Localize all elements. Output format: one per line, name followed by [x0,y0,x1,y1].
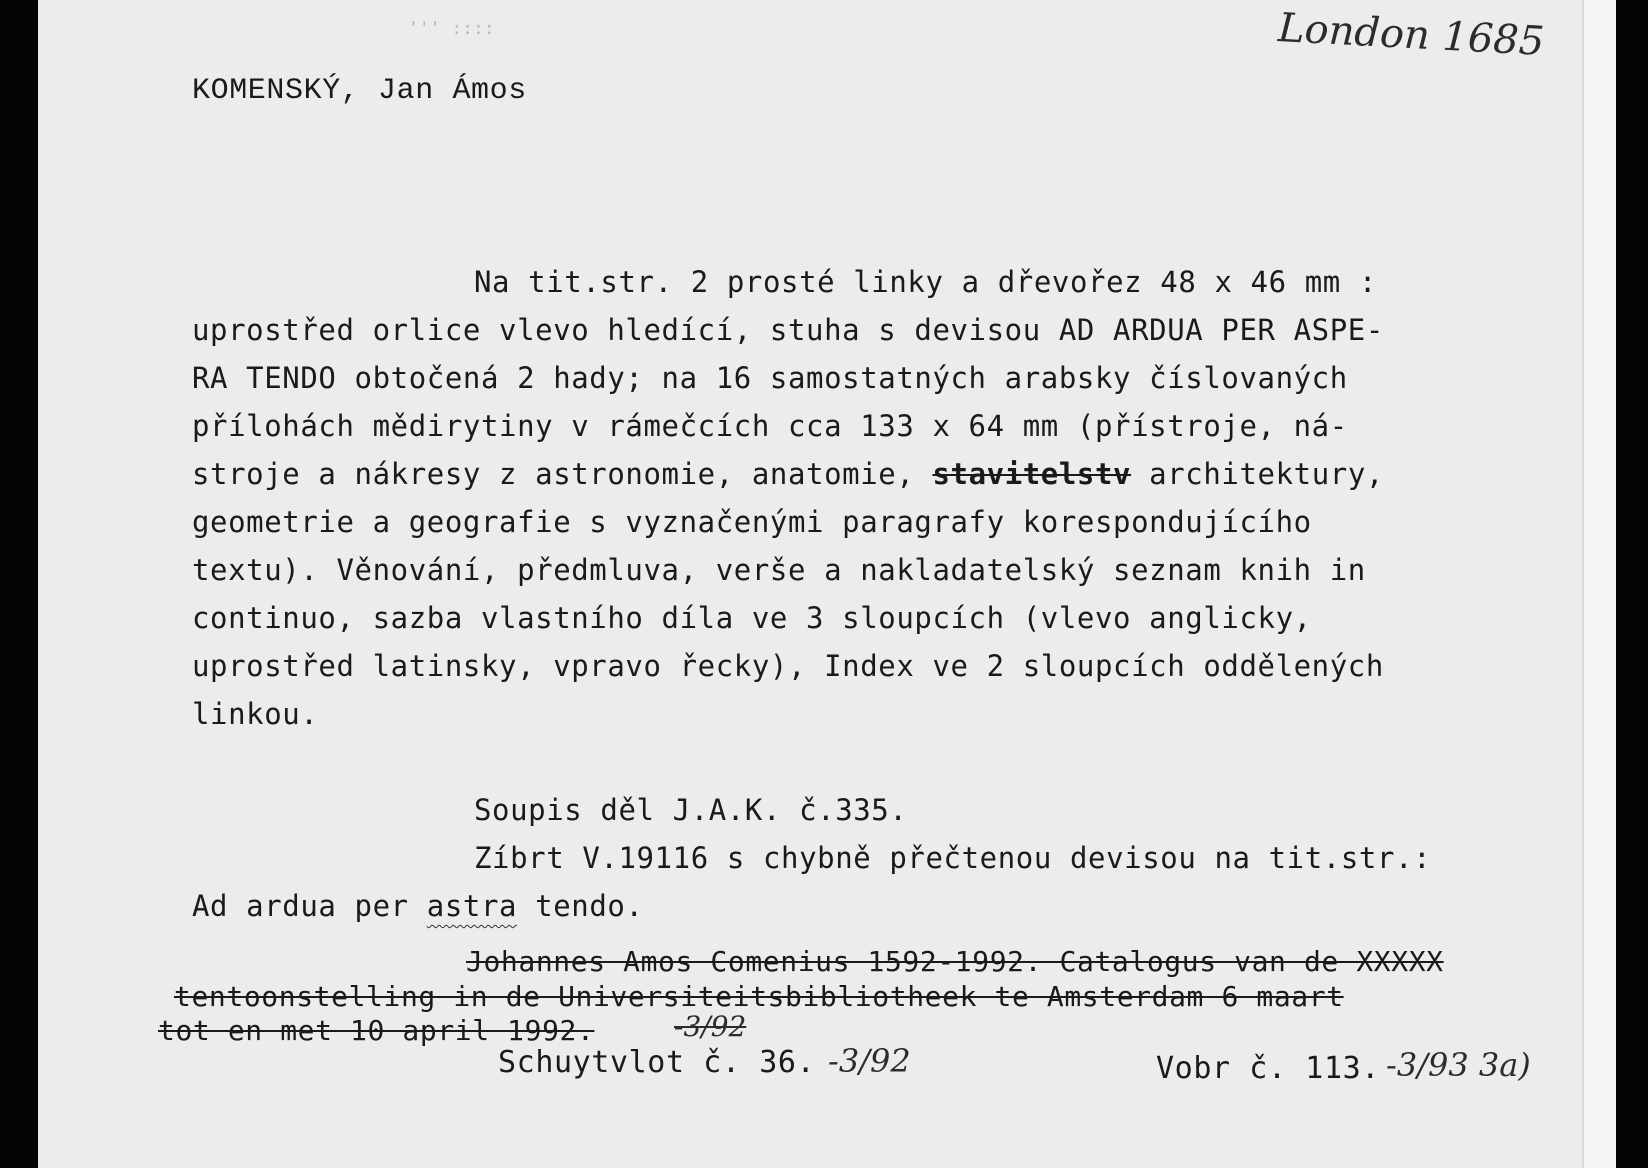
footer-schuyt-hand: -3/92 [828,1042,911,1080]
struck-word: stavitelstv [932,457,1132,491]
card-edge [1582,0,1616,1168]
description-line-9: uprostřed latinsky, vpravo řecky), Index ve 2 sloupcích oddělených [192,649,1384,683]
description-line-1: Na tit.str. 2 prosté linky a dřevořez 48 x 46 mm : [474,265,1377,299]
footer-vobr: Vobr č. 113. [1156,1051,1380,1086]
footer-vobr-hand: -3/93 3a) [1386,1046,1531,1084]
description-line-2: uprostřed orlice vlevo hledící, stuha s devisou AD ARDUA PER ASPE- [192,313,1384,347]
description-line-5-text: stroje a nákresy z astronomie, anatomie, [192,457,915,491]
struck-catalog-hand: -3/92 [674,1010,747,1043]
struck-catalog-line-1: Johannes Amos Comenius 1592-1992. Catalogus van de XXXXX [466,945,1444,978]
description-line-7: textu). Věnování, předmluva, verše a nakladatelský seznam knih in [192,553,1366,587]
description-line-5-end: architektury, [1149,457,1384,491]
zibrt-line-2-post: tendo. [517,889,644,923]
catalog-card [38,0,1616,1168]
footer-schuyt: Schuytvlot č. 36. [498,1045,816,1080]
reference-soupis: Soupis děl J.A.K. č.335. [474,793,908,827]
author-heading: KOMENSKÝ, Jan Ámos [192,74,527,108]
description-line-3: RA TENDO obtočená 2 hady; na 16 samostatných arabsky číslovaných [192,361,1348,395]
faint-mark: ''' :::: [408,18,495,39]
description-line-5 [192,457,1384,491]
description-line-10: linkou. [192,697,319,731]
reference-zibrt-line-2 [192,889,644,923]
zibrt-wavy-word: astra [426,889,518,923]
reference-zibrt-line-1: Zíbrt V.19116 s chybně přečtenou devisou na tit.str.: [474,841,1432,875]
description-line-6: geometrie a geografie s vyznačenými paragrafy korespondujícího [192,505,1312,539]
handwritten-place-year: London 1685 [1276,5,1546,65]
description-line-8: continuo, sazba vlastního díla ve 3 sloupcích (vlevo anglicky, [192,601,1312,635]
struck-catalog-line-3: tot en met 10 april 1992. [158,1014,595,1047]
zibrt-line-2-pre: Ad ardua per [192,889,427,923]
description-line-4: přílohách mědirytiny v rámečcích cca 133 x 64 mm (přístroje, ná- [192,409,1348,443]
struck-catalog-line-2: tentoonstelling in de Universiteitsbibliotheek te Amsterdam 6 maart [174,980,1344,1013]
